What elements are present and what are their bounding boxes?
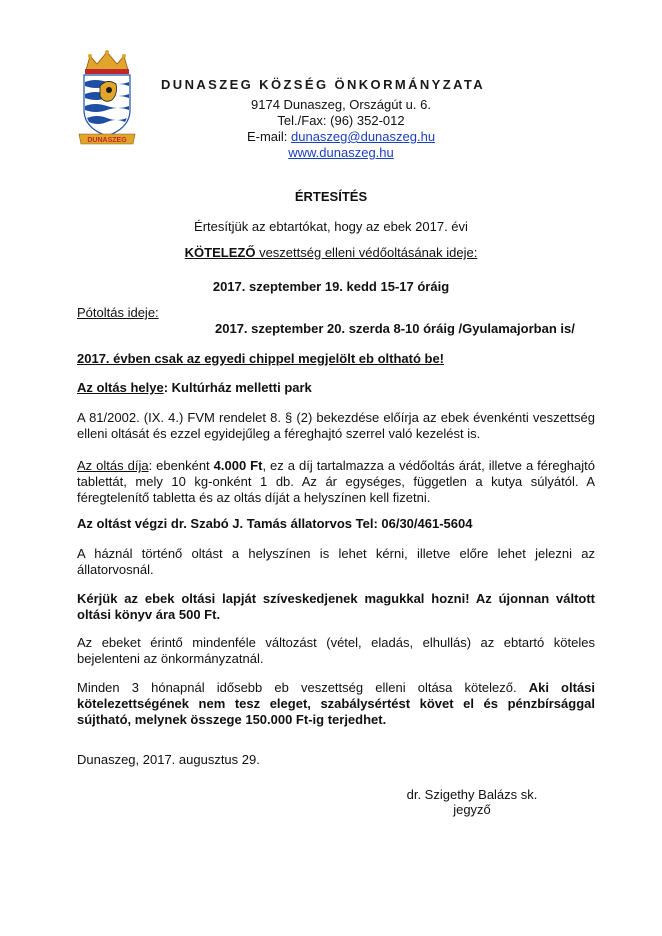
rule-normal: Minden 3 hónapnál idősebb eb veszettség elleni oltása kötelező. xyxy=(77,680,529,695)
postal-address: 9174 Dunaszeg, Országút u. 6. xyxy=(251,97,431,112)
notice-title: ÉRTESÍTÉS xyxy=(294,189,368,204)
intro-text: Értesítjük az ebtartókat, hogy az ebek 2017. évi xyxy=(194,219,468,234)
fee-label: Az oltás díja xyxy=(77,458,149,473)
mandatory-line xyxy=(0,245,662,260)
changes-paragraph: Az ebeket érintő mindenféle változást (vétel, eladás, elhullás) az ebtartó köteles bejelenteni az önkormányzatnál. xyxy=(77,635,595,666)
email-line xyxy=(160,129,522,145)
place-label: Az oltás helye xyxy=(77,380,164,395)
fee-amount: 4.000 Ft xyxy=(213,458,263,473)
regulation-paragraph: A 81/2002. (IX. 4.) FVM rendelet 8. § (2) bekezdése előírja az ebek évenkénti veszettség elleni oltását és ezzel egyidejűleg a féreghajtó szerrel való kezelést is. xyxy=(77,410,595,441)
fee-rest: , ez a díj tartalmazza a védőoltás árát, illetve a féreghajtó tablettát, mely 10 kg-onként 1 db. Az ár egységes, független a kutya súlyától. A féregtelenítő tabletta és az oltás díját a helyszínen kell fizetni. xyxy=(77,458,595,505)
place-and-date: Dunaszeg, 2017. augusztus 29. xyxy=(77,752,260,767)
mandatory-word: KÖTELEZŐ xyxy=(184,245,256,260)
vet-contact: Az oltást végzi dr. Szabó J. Tamás állatorvos Tel: 06/30/461-5604 xyxy=(77,516,473,531)
fee-pre: : ebenként xyxy=(148,458,214,473)
contact-block xyxy=(160,97,522,161)
makeup-label: Pótoltás ideje: xyxy=(77,305,159,320)
home-vaccination-paragraph: A háznál történő oltást a helyszínen is lehet kérni, illetve előre lehet jelezni az állatorvosnál. xyxy=(77,546,595,577)
vaccination-place xyxy=(77,380,312,395)
vaccination-date: 2017. szeptember 19. kedd 15-17 óráig xyxy=(212,279,450,294)
rule-bold: Aki oltási kötelezettségének nem tesz eleget, szabálysértést követ el és pénzbírsággal sújtható, melynek összege 150.000 Ft-ig terjedhet. xyxy=(77,680,596,727)
phone-fax: Tel./Fax: (96) 352-012 xyxy=(277,113,405,128)
makeup-date: 2017. szeptember 20. szerda 8-10 óráig /Gyulamajorban is/ xyxy=(215,321,575,336)
fee-paragraph xyxy=(77,458,595,506)
email-link[interactable]: dunaszeg@dunaszeg.hu xyxy=(291,129,436,144)
chip-notice: 2017. évben csak az egyedi chippel megjelölt eb oltható be! xyxy=(77,351,445,366)
email-prefix: E-mail: xyxy=(246,129,292,144)
signer-name: dr. Szigethy Balázs sk. xyxy=(406,787,538,802)
signer-role: jegyző xyxy=(453,802,491,817)
organization-name: DUNASZEG KÖZSÉG ÖNKORMÁNYZATA xyxy=(161,77,486,92)
rule-paragraph xyxy=(77,680,595,728)
coat-of-arms-logo xyxy=(78,48,136,148)
logo-banner-text: DUNASZEG xyxy=(87,137,127,144)
signature-block xyxy=(372,787,572,817)
mandatory-rest: veszettség elleni védőoltásának ideje: xyxy=(255,245,478,260)
booklet-paragraph: Kérjük az ebek oltási lapját szíveskedjenek magukkal hozni! Az újonnan váltott oltási könyv ára 500 Ft. xyxy=(77,591,595,622)
website-link[interactable]: www.dunaszeg.hu xyxy=(288,145,394,160)
place-value: : Kultúrház melletti park xyxy=(163,380,312,395)
